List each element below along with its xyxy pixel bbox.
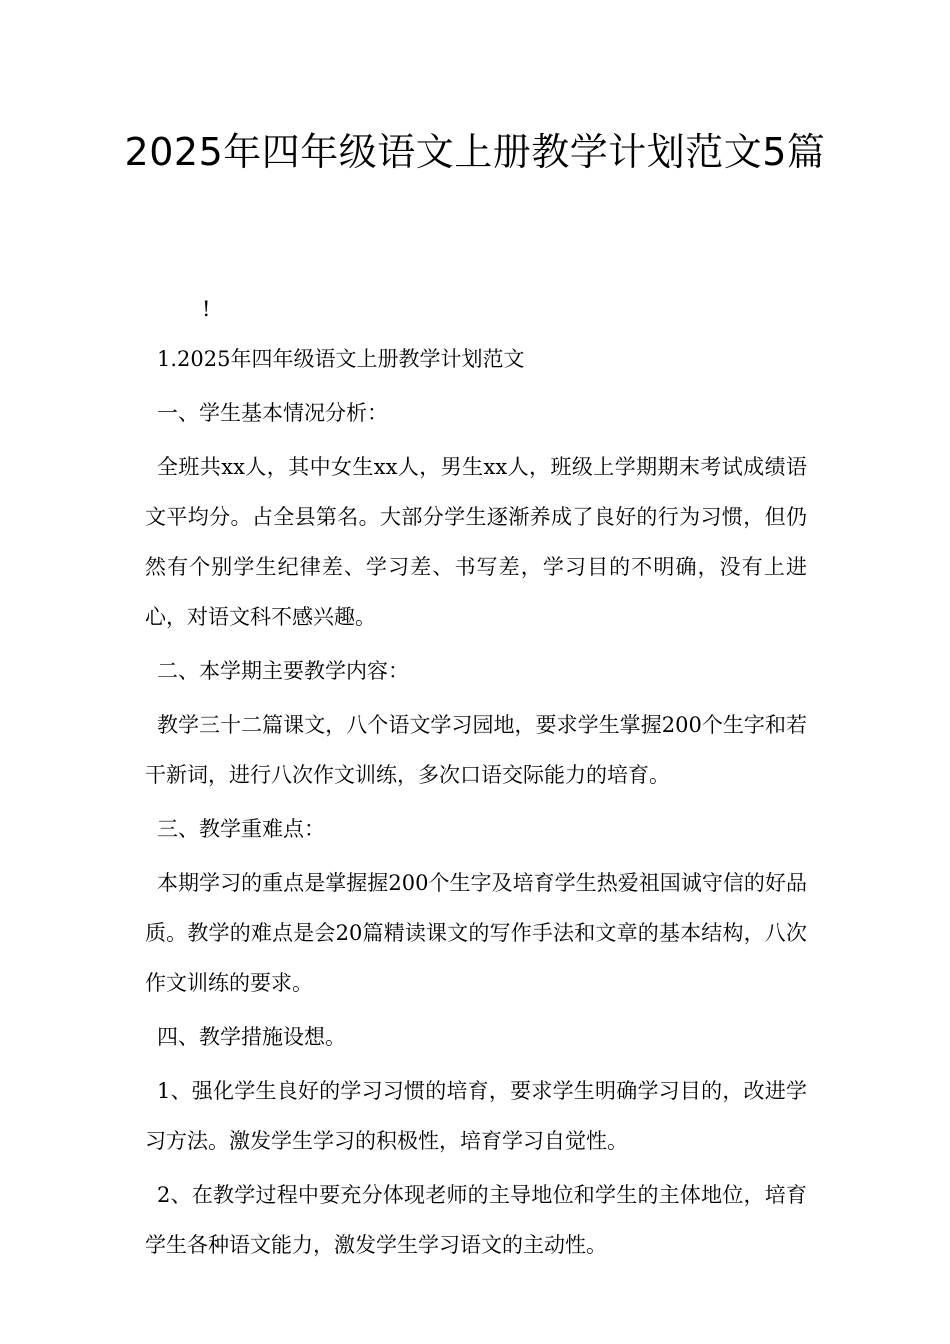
paragraph-teaching-content: 教学三十二篇课文，八个语文学习园地，要求学生掌握200个生字和若干新词，进行八次作文训练，多次口语交际能力的培育。 (145, 713, 807, 787)
document-title: 2025年四年级语文上册教学计划范文5篇 (124, 130, 826, 174)
heading-teaching-content: 二、本学期主要教学内容： (157, 659, 409, 683)
paragraph-student-analysis: 全班共xx人，其中女生xx人，男生xx人，班级上学期期末考试成绩语文平均分。占全县第名。大部分学生逐渐养成了良好的行为习惯，但仍然有个别学生纪律差、学习差、书写差，学习目的不明确，没有上进心，对语文科不感兴趣。 (145, 455, 807, 629)
heading-teaching-measures: 四、教学措施设想。 (157, 1025, 346, 1049)
paragraph-measure-2: 2、在教学过程中要充分体现老师的主导地位和学生的主体地位，培育学生各种语文能力，激发学生学习语文的主动性。 (145, 1183, 807, 1257)
heading-student-analysis: 一、学生基本情况分析： (157, 401, 388, 425)
paragraph-section-title: 1.2025年四年级语文上册教学计划范文 (157, 347, 525, 371)
paragraph-exclamation: ! (202, 297, 211, 321)
document-body (145, 284, 807, 1274)
paragraph-measure-1: 1、强化学生良好的学习习惯的培育，要求学生明确学习目的，改进学习方法。激发学生学习的积极性，培育学习自觉性。 (145, 1079, 807, 1153)
paragraph-key-points: 本期学习的重点是掌握握200个生字及培育学生热爱祖国诚守信的好品质。教学的难点是会20篇精读课文的写作手法和文章的基本结构，八次作文训练的要求。 (145, 871, 807, 995)
heading-key-points: 三、教学重难点： (157, 817, 325, 841)
